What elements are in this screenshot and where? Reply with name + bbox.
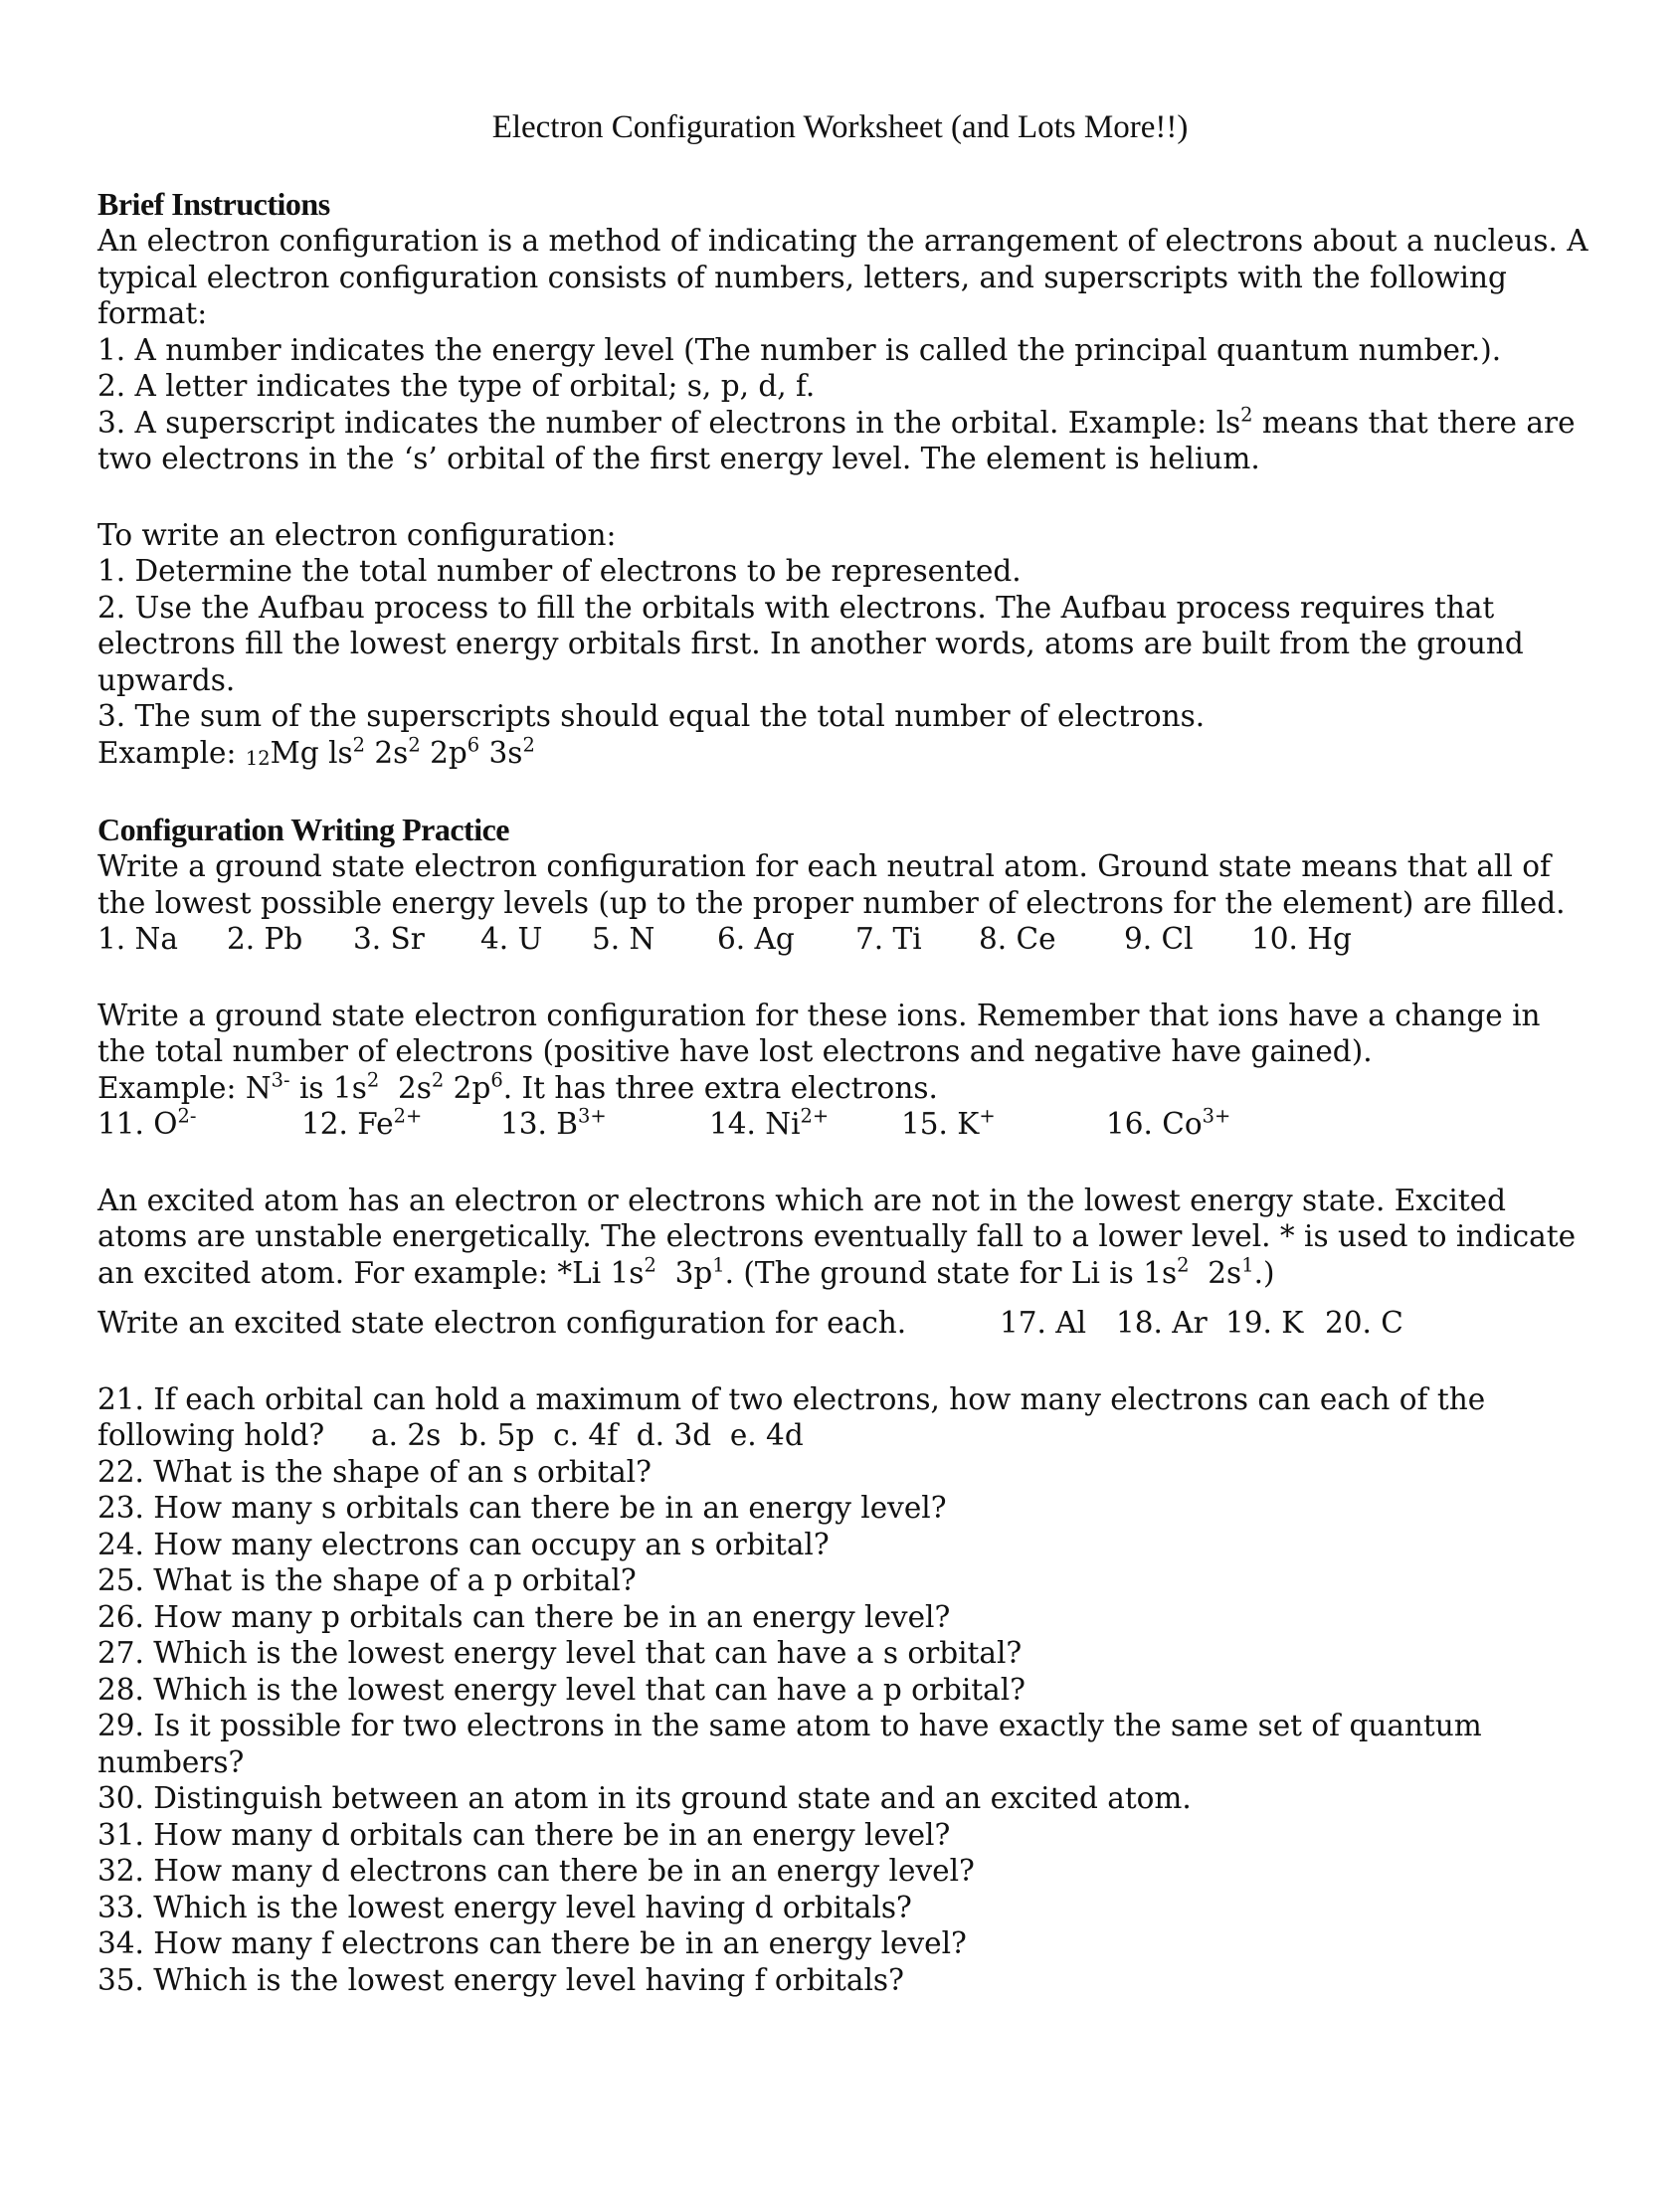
ions-example-text: Example: N [97,1070,272,1105]
ion-label: 16. Co [1106,1107,1203,1141]
brief-step-2: 2. A letter indicates the type of orbital; s, p, d, f. [97,369,816,403]
ion-charge: 2+ [800,1104,830,1128]
excited-sup: 2 [1177,1252,1190,1276]
question-item: 23. How many s orbitals can there be in an energy level? [97,1491,947,1525]
excited-text: . (The ground state for Li is 1s [724,1255,1178,1290]
brief-step-3-text: 3. A superscript indicates the number of electrons in the orbital. Example: ls [97,405,1241,440]
question-item: 25. What is the shape of a p orbital? [97,1563,637,1597]
ions-example-text: . It has three extra electrons. [502,1070,938,1105]
write-step-2: 2. Use the Aufbau process to fill the orbitals with electrons. The Aufbau process requires that electrons fill the lowest energy orbitals first. In another words, atoms are built from the ground upwards. [97,590,1524,697]
write-example [97,732,1589,772]
excited-text: An excited atom has an electron or electrons which are not in the lowest energy state. Excited atoms are unstable energetically. The electrons eventually fall to a lower level. * is used to indicate an excited atom. For example: *Li 1s [97,1183,1577,1290]
question-list [97,1381,1589,1999]
ions-example-text: 2s [379,1070,432,1105]
ions-example [97,1067,1589,1107]
excited-sup: 2 [644,1252,656,1276]
question-item: 32. How many d electrons can there be in an energy level? [97,1854,975,1888]
question-item: 28. Which is the lowest energy level that can have a p orbital? [97,1672,1026,1707]
ions-example-text: 2p [444,1070,491,1105]
atom-item: 8. Ce [979,922,1056,956]
atom-item: 10. Hg [1251,922,1352,956]
ions-example-text: is 1s [289,1070,367,1105]
worksheet-title: Electron Configuration Worksheet (and Lots More!!) [491,109,1189,145]
ions-example-sup: 2 [431,1067,445,1091]
excited-prompt: Write an excited state electron configuration for each. [97,1306,907,1340]
excited-text: .) [1253,1255,1275,1290]
example-part: 2s [365,735,409,770]
atom-list [97,921,1589,958]
atom-item: 9. Cl [1124,922,1194,956]
atom-item: 6. Ag [717,922,795,956]
question-item: 26. How many p orbitals can there be in an energy level? [97,1599,951,1634]
brief-intro: An electron configuration is a method of indicating the arrangement of electrons about a nucleus. A typical electron configuration consists of numbers, letters, and superscripts with the following format: [97,224,1588,330]
practice-heading: Configuration Writing Practice [97,812,509,847]
ions-example-sup: 6 [490,1067,503,1091]
ion-charge: + [979,1104,996,1128]
atom-item: 3. Sr [353,922,425,956]
example-part: ls [318,735,353,770]
example-part-sup: 6 [467,732,480,756]
excited-item: 17. Al [1000,1306,1087,1340]
brief-step-1: 1. A number indicates the energy level (The number is called the principal quantum number.). [97,332,1502,367]
example-part-sup: 2 [408,732,421,756]
ions-example-sup: 3- [271,1067,290,1091]
brief-instructions-heading: Brief Instructions [97,186,330,222]
ion-item [709,1106,901,1143]
ion-item [1106,1106,1230,1143]
brief-step-3-text-end: means that there are two electrons in the ‘s’ orbital of the first energy level. The element is helium. [97,405,1576,475]
question-item: 35. Which is the lowest energy level having f orbitals? [97,1962,904,1997]
write-step-3: 3. The sum of the superscripts should equal the total number of electrons. [97,699,1206,733]
atom-item: 7. Ti [855,922,922,956]
atom-item: 4. U [480,922,543,956]
question-item: 22. What is the shape of an s orbital? [97,1454,652,1489]
question-item: 34. How many f electrons can there be in an energy level? [97,1926,967,1960]
ions-intro: Write a ground state electron configuration for these ions. Remember that ions have a change in the total number of electrons (positive have lost electrons and negative have gained). [97,998,1541,1068]
example-atomic-number: 12 [245,746,271,770]
example-element: Mg [270,735,319,770]
atom-item: 5. N [592,922,655,956]
example-part: 2p [420,735,467,770]
ion-charge: 2- [177,1104,197,1128]
ion-charge: 3+ [1202,1104,1231,1128]
brief-step-3 [97,402,1589,477]
ion-item [901,1106,1106,1143]
ion-item [500,1106,709,1143]
excited-item: 18. Ar [1116,1306,1208,1340]
excited-item: 19. K [1225,1306,1304,1340]
ion-charge: 2+ [393,1104,423,1128]
example-part: 3s [479,735,523,770]
write-intro: To write an electron configuration: [97,517,617,552]
example-label: Example: [97,735,246,770]
ion-list [97,1106,1589,1143]
question-item: 30. Distinguish between an atom in its ground state and an excited atom. [97,1781,1192,1815]
excited-item: 20. C [1325,1306,1403,1340]
question-item: 31. How many d orbitals can there be in an energy level? [97,1817,951,1852]
question-item: 21. If each orbital can hold a maximum of two electrons, how many electrons can each of the following hold? a. 2s b. 5p c. 4f d. 3d e. 4d [97,1381,1495,1452]
ion-label: 13. B [500,1107,578,1141]
question-item: 33. Which is the lowest energy level having d orbitals? [97,1890,912,1924]
question-item: 27. Which is the lowest energy level that can have a s orbital? [97,1636,1023,1670]
atom-item: 1. Na [97,922,178,956]
question-item: 29. Is it possible for two electrons in the same atom to have exactly the same set of quantum numbers? [97,1709,1482,1779]
excited-text: 3p [655,1255,713,1290]
write-step-1: 1. Determine the total number of electrons to be represented. [97,554,1022,588]
practice-intro: Write a ground state electron configuration for each neutral atom. Ground state means that all of the lowest possible energy levels (up to the proper number of electrons for the element) are filled. [97,849,1566,920]
ion-label: 15. K [901,1107,980,1141]
worksheet-body [97,185,1589,1998]
excited-prompt-row [97,1305,1589,1342]
excited-text: 2s [1189,1255,1242,1290]
ion-item [97,1106,301,1143]
ion-label: 14. Ni [709,1107,801,1141]
brief-step-3-sup: 2 [1240,402,1253,426]
excited-sup: 1 [1241,1252,1254,1276]
ions-example-sup: 2 [366,1067,380,1091]
excited-sup: 1 [712,1252,725,1276]
example-part-sup: 2 [522,732,535,756]
ion-item [301,1106,500,1143]
ion-label: 11. O [97,1107,178,1141]
example-part-sup: 2 [352,732,366,756]
excited-intro [97,1183,1589,1292]
ion-label: 12. Fe [301,1107,394,1141]
question-item: 24. How many electrons can occupy an s orbital? [97,1527,830,1561]
atom-item: 2. Pb [227,922,303,956]
ion-charge: 3+ [577,1104,607,1128]
